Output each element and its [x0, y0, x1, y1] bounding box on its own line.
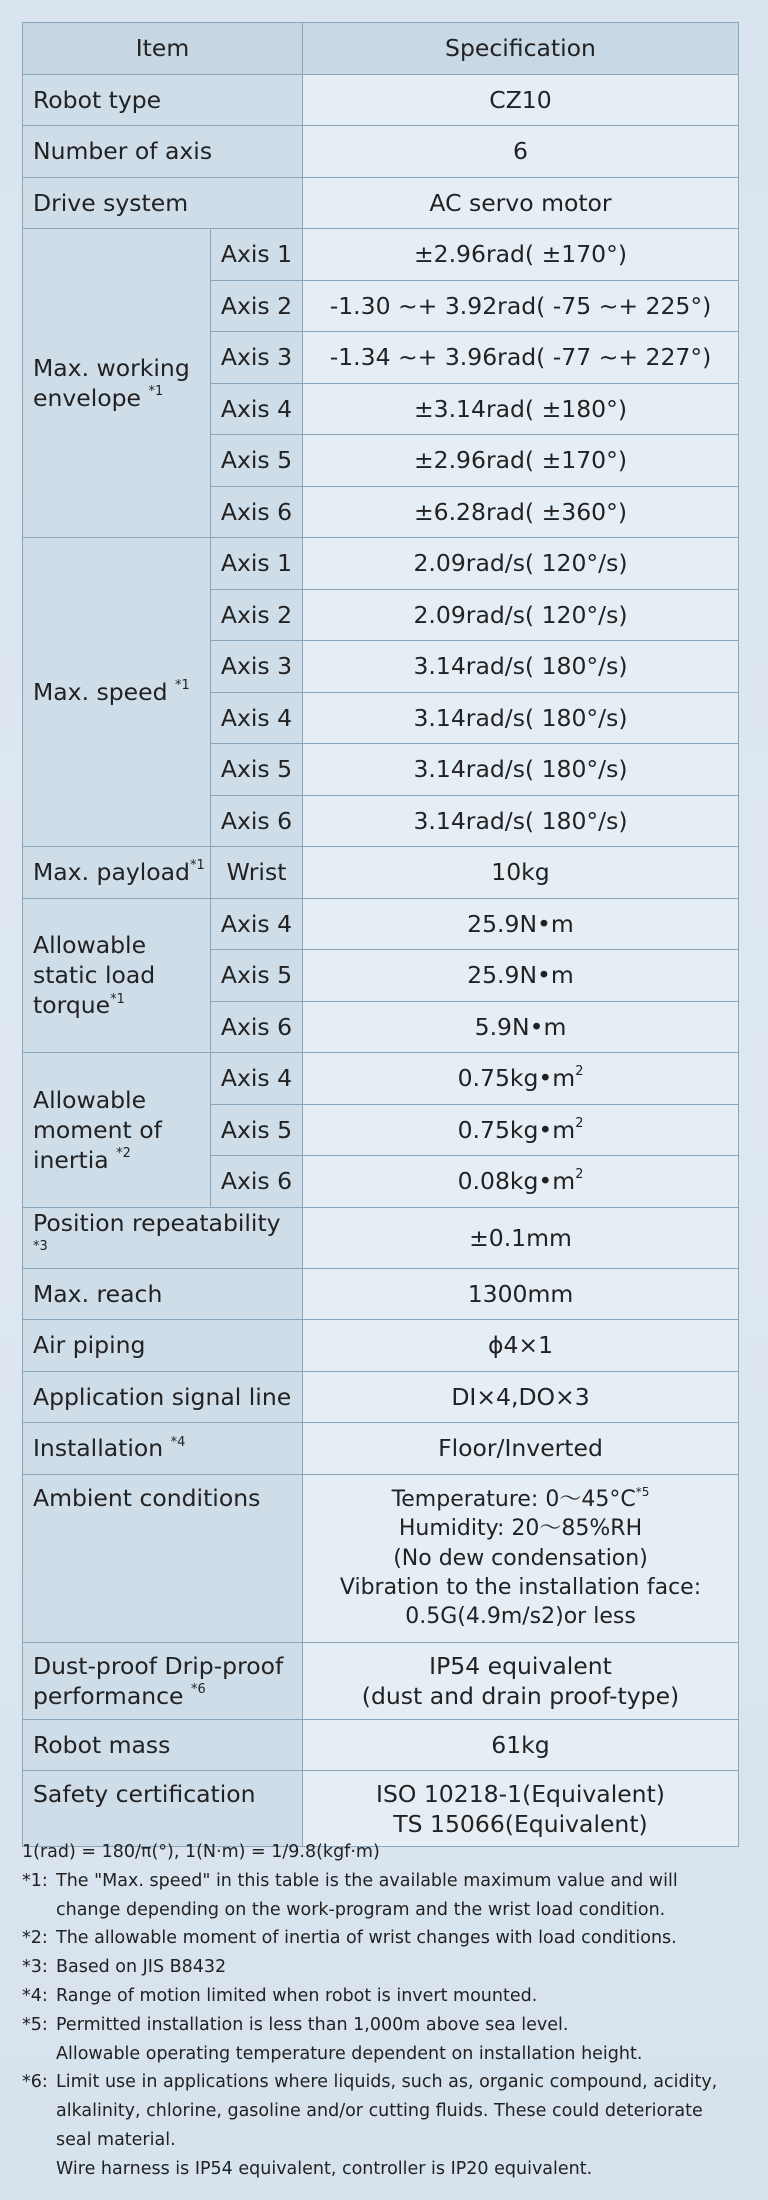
header-item: Item [23, 23, 303, 75]
axis-value: 2.09rad/s( 120°/s) [303, 538, 739, 590]
max-speed-label: Max. speed $^{*1}$ [23, 538, 211, 847]
max-payload-label: Max. payload$^{*1}$ [23, 847, 211, 899]
footnotes [22, 1838, 742, 2184]
axis-label: Axis 4 [211, 898, 303, 950]
table-row [23, 1371, 739, 1423]
table-row [23, 1207, 739, 1268]
axis-value: $0.08kg•m^2$ [303, 1156, 739, 1208]
row-label: Max. reach [23, 1268, 303, 1320]
row-value: 6 [303, 126, 739, 178]
row-label: Application signal line [23, 1371, 303, 1423]
axis-label: Axis 3 [211, 641, 303, 693]
safety-certification-value: ISO 10218-1(Equivalent) TS 15066(Equivalent) [303, 1771, 739, 1847]
axis-value: 25.9N•m [303, 950, 739, 1002]
row-label: Robot type [23, 74, 303, 126]
axis-value: -1.34 ~+ 3.96rad( -77 ~+ 227°) [303, 332, 739, 384]
axis-label: Axis 5 [211, 744, 303, 796]
table-row [23, 126, 739, 178]
footnote: *3: Based on JIS B8432 [22, 1957, 227, 1978]
row-value: 61kg [303, 1719, 739, 1771]
payload-sub-label: Wrist [211, 847, 303, 899]
table-row [23, 74, 739, 126]
ambient-value: Temperature: 0〜$45^\circ C^{*5}$ Humidity: 20〜85%RH (No dew condensation) Vibration to the installation face: 0.5G(4.9m/s2)or less [303, 1474, 739, 1642]
axis-value: ±3.14rad( ±180°) [303, 383, 739, 435]
row-value: CZ10 [303, 74, 739, 126]
footnote: *4: Range of motion limited when robot is invert mounted. [22, 1985, 538, 2006]
row-value: Floor/Inverted [303, 1423, 739, 1475]
axis-value: 3.14rad/s( 180°/s) [303, 795, 739, 847]
table-row [23, 229, 739, 281]
static-load-torque-label: Allowable static load torque$^{*1}$ [23, 898, 211, 1053]
dust-proof-label: Dust-proof Drip-proof performance $^{*6}$ [23, 1642, 303, 1719]
table-row [23, 538, 739, 590]
axis-value: ±2.96rad( ±170°) [303, 435, 739, 487]
axis-label: Axis 5 [211, 1104, 303, 1156]
axis-value: 3.14rad/s( 180°/s) [303, 744, 739, 796]
row-label: Number of axis [23, 126, 303, 178]
table-row [23, 1320, 739, 1372]
table-row [23, 1423, 739, 1475]
row-value: AC servo motor [303, 177, 739, 229]
table-header-row [23, 23, 739, 75]
axis-label: Axis 4 [211, 383, 303, 435]
row-label: Air piping [23, 1320, 303, 1372]
row-label: Ambient conditions [23, 1474, 303, 1642]
axis-label: Axis 6 [211, 795, 303, 847]
row-label: Robot mass [23, 1719, 303, 1771]
axis-value: ±2.96rad( ±170°) [303, 229, 739, 281]
axis-label: Axis 2 [211, 589, 303, 641]
row-label: Drive system [23, 177, 303, 229]
axis-label: Axis 6 [211, 486, 303, 538]
table-row [23, 1474, 739, 1642]
table-row [23, 1642, 739, 1719]
axis-value: $0.75kg•m^2$ [303, 1053, 739, 1105]
axis-value: -1.30 ~+ 3.92rad( -75 ~+ 225°) [303, 280, 739, 332]
moment-of-inertia-label: Allowable moment of inertia $^{*2}$ [23, 1053, 211, 1208]
table-row [23, 1268, 739, 1320]
row-value: ±0.1mm [303, 1207, 739, 1268]
header-specification: Specification [303, 23, 739, 75]
working-envelope-label: Max. working envelope $^{*1}$ [23, 229, 211, 538]
axis-label: Axis 1 [211, 538, 303, 590]
axis-value: ±6.28rad( ±360°) [303, 486, 739, 538]
row-value: 1300mm [303, 1268, 739, 1320]
axis-value: 3.14rad/s( 180°/s) [303, 641, 739, 693]
axis-label: Axis 3 [211, 332, 303, 384]
installation-label: Installation $^{*4}$ [23, 1423, 303, 1475]
axis-label: Axis 4 [211, 1053, 303, 1105]
conversion-note: 1(rad) = 180/π(°), 1(N·m) = 1/9.8(kgf·m) [22, 1842, 380, 1862]
axis-label: Axis 5 [211, 950, 303, 1002]
footnote: *1: The "Max. speed" in this table is the available maximum value and will change depending on the work-program and the wrist load condition. [22, 1870, 678, 1920]
footnote: *6: Limit use in applications where liquids, such as, organic compound, acidity, alkalinity, chlorine, gasoline and/or cutting fluids. These could deteriorate seal material. Wire harness is IP54 equivalent, controller is IP20 equivalent. [22, 2072, 718, 2179]
payload-value: 10kg [303, 847, 739, 899]
axis-value: 5.9N•m [303, 1001, 739, 1053]
dust-proof-value: IP54 equivalent (dust and drain proof-type) [303, 1642, 739, 1719]
axis-value: 3.14rad/s( 180°/s) [303, 692, 739, 744]
table-row [23, 898, 739, 950]
table-row [23, 1053, 739, 1105]
table-row [23, 1771, 739, 1847]
axis-label: Axis 1 [211, 229, 303, 281]
axis-label: Axis 6 [211, 1156, 303, 1208]
axis-value: 25.9N•m [303, 898, 739, 950]
axis-label: Axis 2 [211, 280, 303, 332]
footnote: *2: The allowable moment of inertia of wrist changes with load conditions. [22, 1928, 677, 1949]
axis-value: $0.75kg•m^2$ [303, 1104, 739, 1156]
axis-value: 2.09rad/s( 120°/s) [303, 589, 739, 641]
table-row [23, 847, 739, 899]
row-label: Safety certification [23, 1771, 303, 1847]
spec-table [22, 22, 739, 1847]
axis-label: Axis 4 [211, 692, 303, 744]
row-value: ϕ4×1 [303, 1320, 739, 1372]
axis-label: Axis 6 [211, 1001, 303, 1053]
position-repeatability-label: Position repeatability $^{*3}$ [23, 1207, 303, 1268]
axis-label: Axis 5 [211, 435, 303, 487]
footnote: *5: Permitted installation is less than 1,000m above sea level. Allowable operating temperature dependent on installation height. [22, 2014, 643, 2064]
table-row [23, 177, 739, 229]
table-row [23, 1719, 739, 1771]
row-value: DI×4,DO×3 [303, 1371, 739, 1423]
